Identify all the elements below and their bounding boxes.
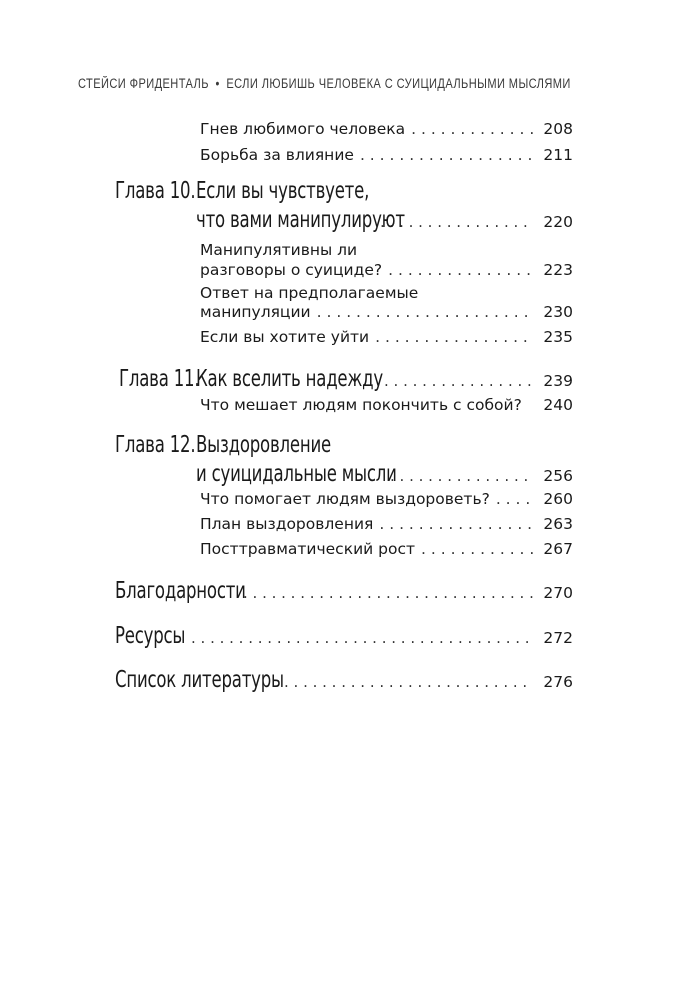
header-book-title: ЕСЛИ ЛЮБИШЬ ЧЕЛОВЕКА С СУИЦИДАЛЬНЫМИ МЫСЛЯМИ	[226, 76, 571, 91]
toc-entry-title: Посттравматический рост	[200, 540, 416, 558]
chapter-10-label: Глава 10.	[115, 178, 196, 204]
section-title: Ресурсы	[115, 623, 186, 649]
chapter-11-title: Как вселить надежду	[196, 366, 383, 392]
leader-dots	[411, 120, 533, 138]
leader-dots	[384, 372, 533, 390]
toc-entry-page: 230	[543, 303, 573, 321]
chapter-11-label: Глава 11.	[119, 366, 200, 392]
chapter-10-title-line1	[196, 178, 436, 204]
toc-entry-page: 211	[543, 146, 573, 164]
toc-entry-page: 272	[543, 629, 573, 647]
toc-entry[interactable]	[200, 261, 573, 279]
chapter-12-label: Глава 12.	[115, 432, 196, 458]
toc-entry-title: Если вы хотите уйти	[200, 328, 370, 346]
chapter-12-title-1: Выздоровление	[196, 432, 331, 458]
toc-entry-page: 208	[543, 120, 573, 138]
toc-entry-page: 276	[543, 673, 573, 691]
toc-entry-page: 220	[543, 213, 573, 231]
toc-entry-page: 239	[543, 372, 573, 390]
toc-entry-page: 223	[543, 261, 573, 279]
leader-dots	[317, 303, 533, 321]
toc-section-acknowledgements[interactable]	[115, 578, 573, 604]
toc-entry-page: 235	[543, 328, 573, 346]
toc-entry-title: манипуляции	[200, 303, 311, 321]
leader-dots	[375, 328, 533, 346]
toc-entry-line1: Манипулятивны ли	[200, 241, 358, 259]
toc-entry-page: 263	[543, 515, 573, 533]
toc-entry-page: 256	[543, 467, 573, 485]
header-author: СТЕЙСИ ФРИДЕНТАЛЬ	[78, 76, 209, 91]
toc-entry[interactable]	[200, 328, 573, 346]
chapter-10-title-2-wrap	[196, 207, 405, 233]
toc-entry[interactable]	[200, 396, 573, 414]
section-title-wrap	[115, 623, 185, 649]
header-bullet: •	[215, 76, 220, 91]
chapter-10-title-2: что вами манипулируют	[196, 207, 405, 233]
chapter-11-title-wrap	[196, 366, 383, 392]
toc-entry-page: 270	[543, 584, 573, 602]
chapter-12-title-2: и суицидальные мысли	[196, 461, 397, 487]
leader-dots	[360, 146, 533, 164]
section-title-wrap	[115, 667, 284, 693]
toc-entry-title: Борьба за влияние	[200, 146, 354, 164]
toc-section-references[interactable]	[115, 667, 573, 693]
section-title: Список литературы	[115, 667, 284, 693]
toc-entry[interactable]	[200, 490, 573, 508]
leader-dots	[496, 490, 533, 508]
leader-dots	[191, 629, 533, 647]
toc-entry-title: План выздоровления	[200, 515, 374, 533]
toc-entry-page: 267	[543, 540, 573, 558]
toc-entry-page: 260	[543, 490, 573, 508]
toc-entry[interactable]	[200, 540, 573, 558]
toc-entry[interactable]	[200, 120, 573, 138]
toc-section-resources[interactable]	[115, 623, 573, 649]
toc-entry[interactable]	[200, 515, 573, 533]
leader-dots	[390, 467, 533, 485]
chapter-12-title-2-wrap	[196, 461, 397, 487]
toc-chapter-10[interactable]	[196, 207, 573, 233]
leader-dots	[421, 540, 533, 558]
leader-dots	[284, 673, 533, 691]
chapter-10-title-1: Если вы чувствуете,	[196, 178, 370, 204]
toc-entry-title: Что помогает людям выздороветь?	[200, 490, 490, 508]
leader-dots	[379, 515, 533, 533]
section-title: Благодарности	[115, 578, 246, 604]
toc-entry-page: 240	[543, 396, 573, 414]
section-title-wrap	[115, 578, 246, 604]
toc-chapter-11[interactable]	[196, 366, 573, 392]
toc-entry-title: Гнев любимого человека	[200, 120, 406, 138]
toc-chapter-12[interactable]	[196, 461, 573, 487]
toc-entry[interactable]	[200, 146, 573, 164]
toc-entry[interactable]	[200, 303, 573, 321]
toc-entry-title: Что мешает людям покончить с собой?	[200, 396, 522, 414]
leader-dots	[388, 261, 533, 279]
leader-dots	[243, 584, 533, 602]
toc-entry-line1: Ответ на предполагаемые	[200, 284, 419, 302]
toc-entry-title: разговоры о суициде?	[200, 261, 383, 279]
chapter-12-title-line1	[196, 432, 383, 458]
